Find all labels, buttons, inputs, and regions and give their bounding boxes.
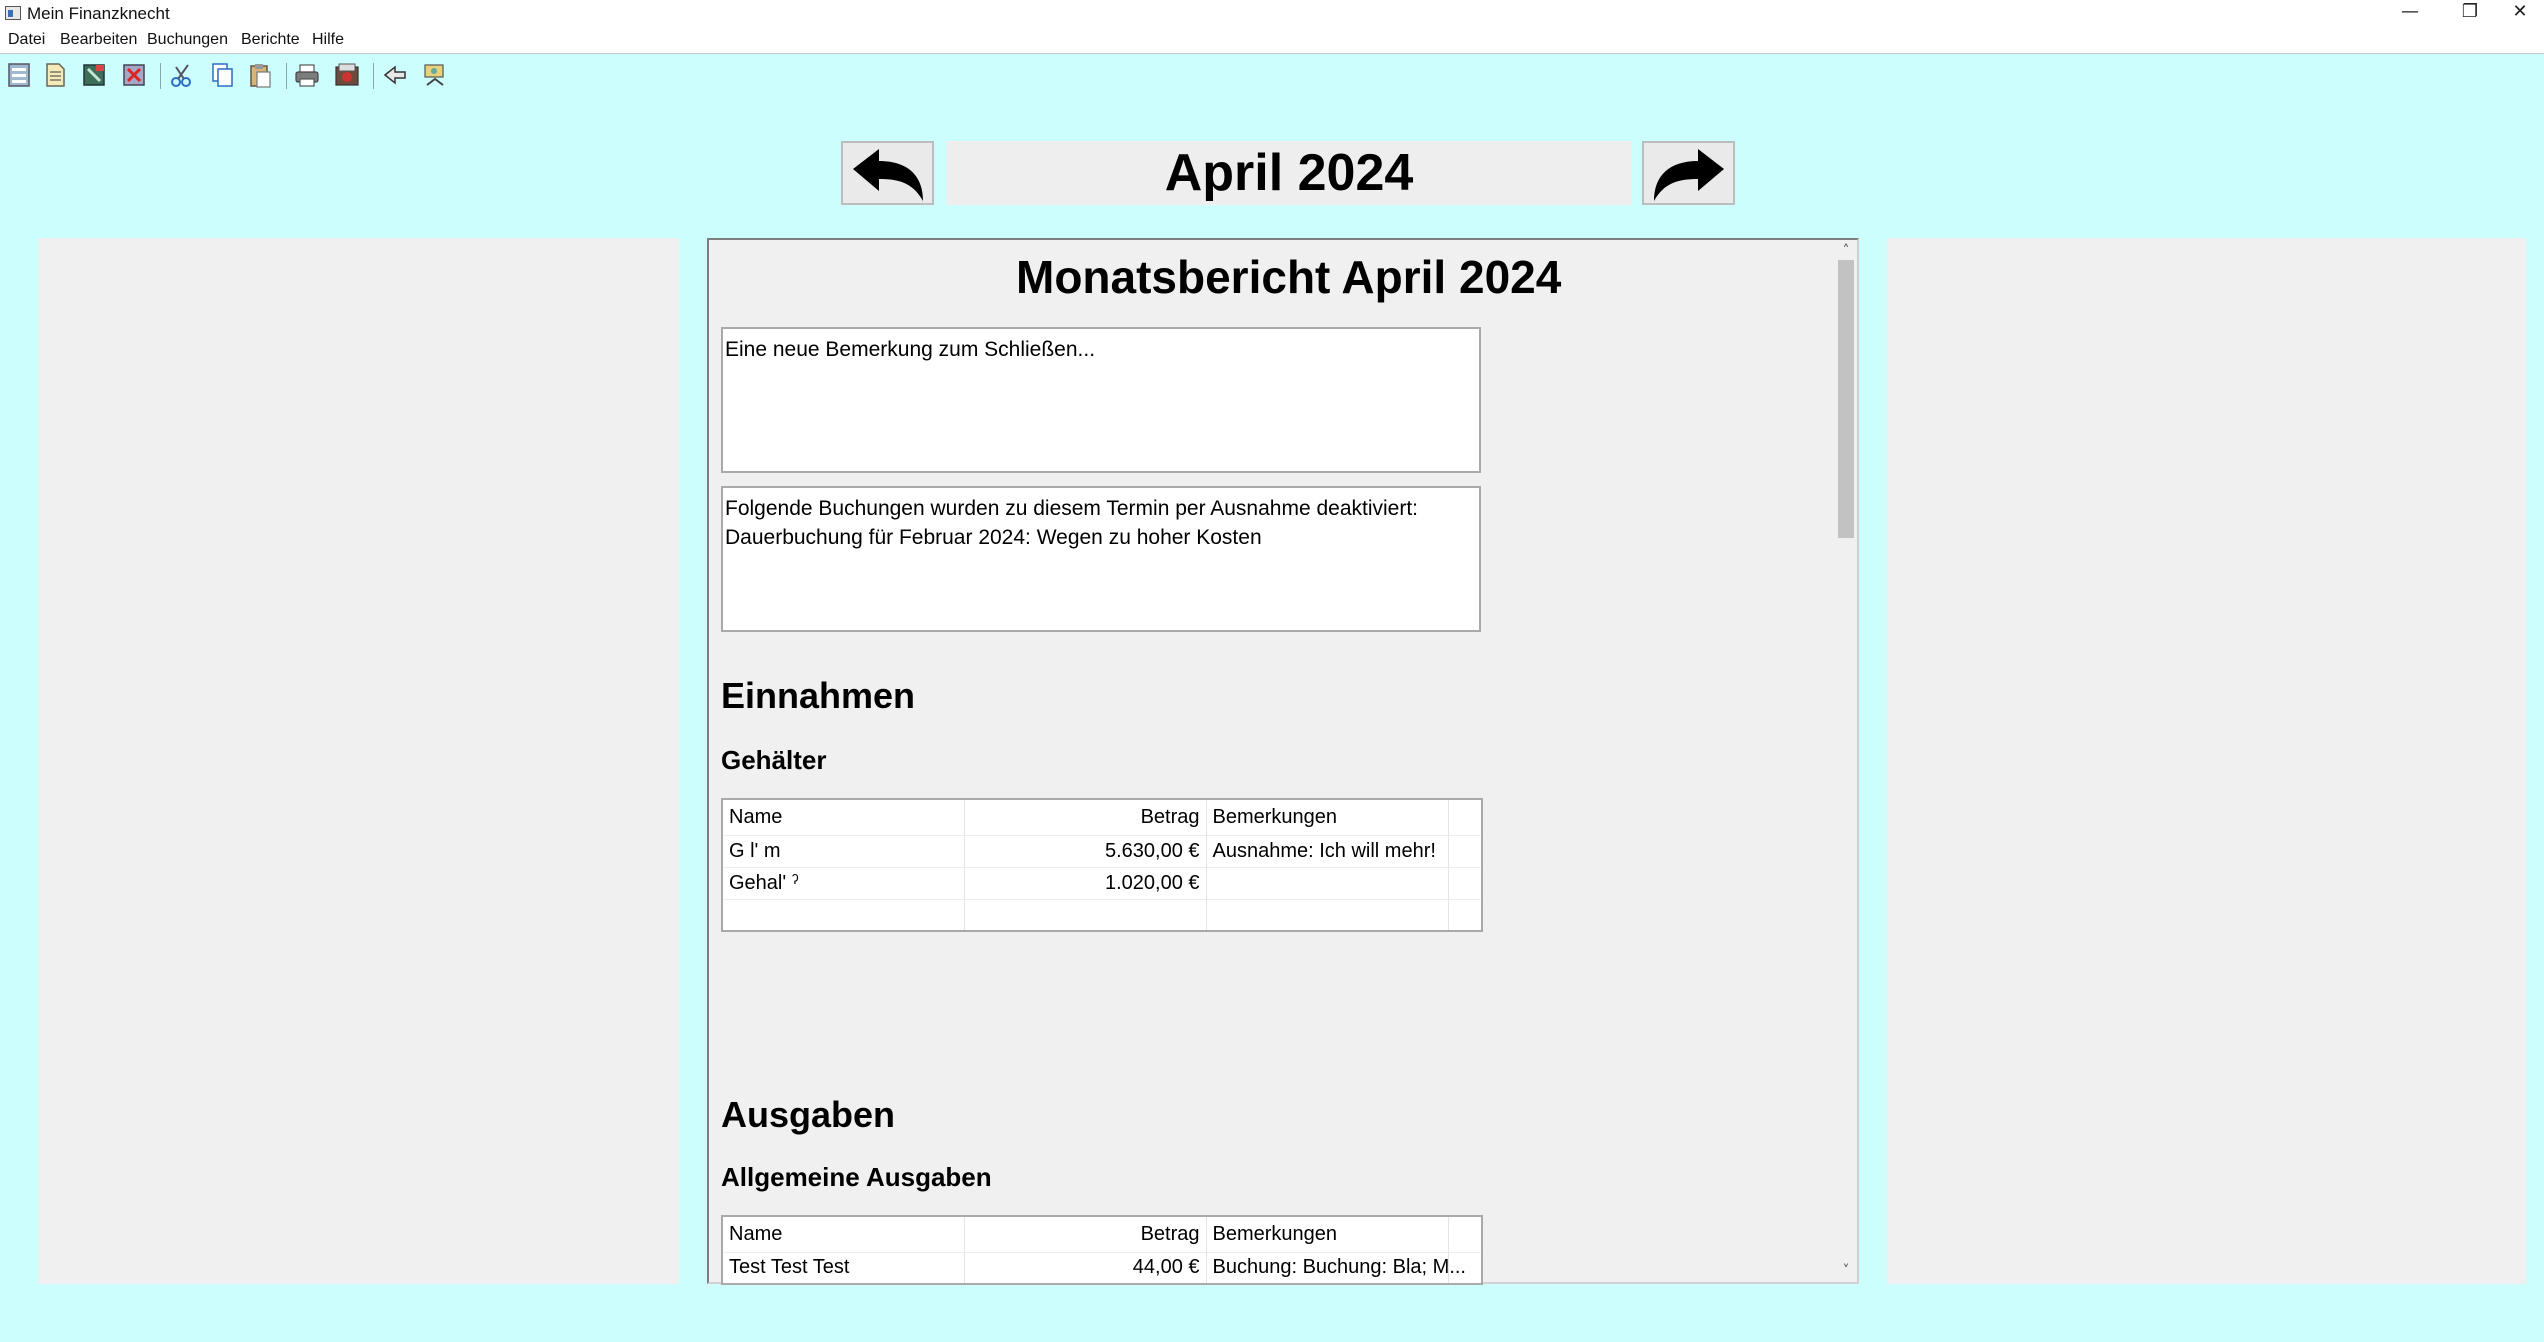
undo-icon[interactable] (381, 61, 409, 89)
expenses-table (721, 1215, 1483, 1285)
paste-icon[interactable] (246, 61, 274, 89)
column-header-name[interactable]: Name (722, 799, 964, 835)
table-row[interactable] (722, 835, 1482, 867)
save-file-icon[interactable] (80, 61, 108, 89)
cell-amount: 1.020,00 € (964, 867, 1206, 899)
menu-hilfe[interactable]: Hilfe (312, 31, 345, 48)
next-month-button[interactable] (1642, 141, 1735, 205)
new-file-icon[interactable] (5, 61, 33, 89)
scrollbar-thumb[interactable] (1838, 260, 1854, 538)
month-label: April 2024 (1164, 144, 1414, 202)
menu-datei[interactable]: Datei (8, 31, 46, 48)
expenses-category-heading: Allgemeine Ausgaben (721, 1162, 992, 1192)
close-file-icon[interactable] (120, 61, 148, 89)
column-header-amount[interactable]: Betrag (964, 799, 1206, 835)
back-arrow-icon (849, 147, 927, 203)
scroll-down-icon[interactable]: ˅ (1842, 1263, 1850, 1279)
redo-icon[interactable] (421, 61, 449, 89)
report-note: Eine neue Bemerkung zum Schließen... (721, 327, 1481, 473)
report-viewer[interactable] (707, 238, 1859, 1284)
restore-button[interactable]: ❐ (2461, 1, 2479, 22)
print-icon[interactable] (293, 61, 321, 89)
app-icon (5, 6, 21, 20)
income-heading: Einnahmen (721, 675, 916, 716)
cell-remarks (1206, 867, 1448, 899)
menu-buchungen[interactable]: Buchungen (147, 31, 228, 48)
cell-amount: 44,00 € (964, 1252, 1206, 1284)
window-title: Mein Finanzknecht (27, 4, 170, 23)
table-header-row (722, 1216, 1482, 1252)
left-panel (38, 238, 679, 1284)
cell-remarks: Ausnahme: Ich will mehr! (1206, 835, 1448, 867)
income-table (721, 798, 1483, 932)
table-row-empty (722, 899, 1482, 931)
title-bar (0, 0, 2544, 26)
forward-arrow-icon (1650, 147, 1728, 203)
cell-remarks: Buchung: Buchung: Bla; M... (1206, 1252, 1448, 1284)
table-row[interactable] (722, 867, 1482, 899)
vertical-scrollbar[interactable] (1835, 240, 1857, 1282)
right-panel (1887, 238, 2526, 1284)
scroll-up-icon[interactable]: ˄ (1842, 243, 1850, 259)
expenses-heading: Ausgaben (721, 1094, 896, 1135)
cell-name: Test Test Test (722, 1252, 964, 1284)
table-row[interactable] (722, 1252, 1482, 1284)
table-header-row (722, 799, 1482, 835)
previous-month-button[interactable] (841, 141, 934, 205)
open-file-icon[interactable] (41, 61, 69, 89)
close-button[interactable]: ✕ (2512, 1, 2528, 22)
toolbar (0, 55, 2544, 95)
column-header-name[interactable]: Name (722, 1216, 964, 1252)
menu-berichte[interactable]: Berichte (241, 31, 300, 48)
income-category-heading: Gehälter (721, 745, 827, 775)
column-header-remarks[interactable]: Bemerkungen (1206, 799, 1448, 835)
minimize-button[interactable]: — (2401, 1, 2419, 22)
report-content (709, 240, 1562, 1282)
copy-icon[interactable] (208, 61, 236, 89)
cell-name: Gehal' ˀ (722, 867, 964, 899)
cell-name: G l' m (722, 835, 964, 867)
column-header-amount[interactable]: Betrag (964, 1216, 1206, 1252)
cell-amount: 5.630,00 € (964, 835, 1206, 867)
export-icon[interactable] (333, 61, 361, 89)
menu-bearbeiten[interactable]: Bearbeiten (60, 31, 138, 48)
exceptions-note: Folgende Buchungen wurden zu diesem Termin per Ausnahme deaktiviert: Dauerbuchung für Februar 2024: Wegen zu hoher Kosten (721, 486, 1481, 632)
column-header-remarks[interactable]: Bemerkungen (1206, 1216, 1448, 1252)
month-display (946, 141, 1632, 205)
cut-icon[interactable] (168, 61, 196, 89)
report-title: Monatsbericht April 2024 (1016, 251, 1562, 303)
menu-bar (0, 26, 2544, 54)
